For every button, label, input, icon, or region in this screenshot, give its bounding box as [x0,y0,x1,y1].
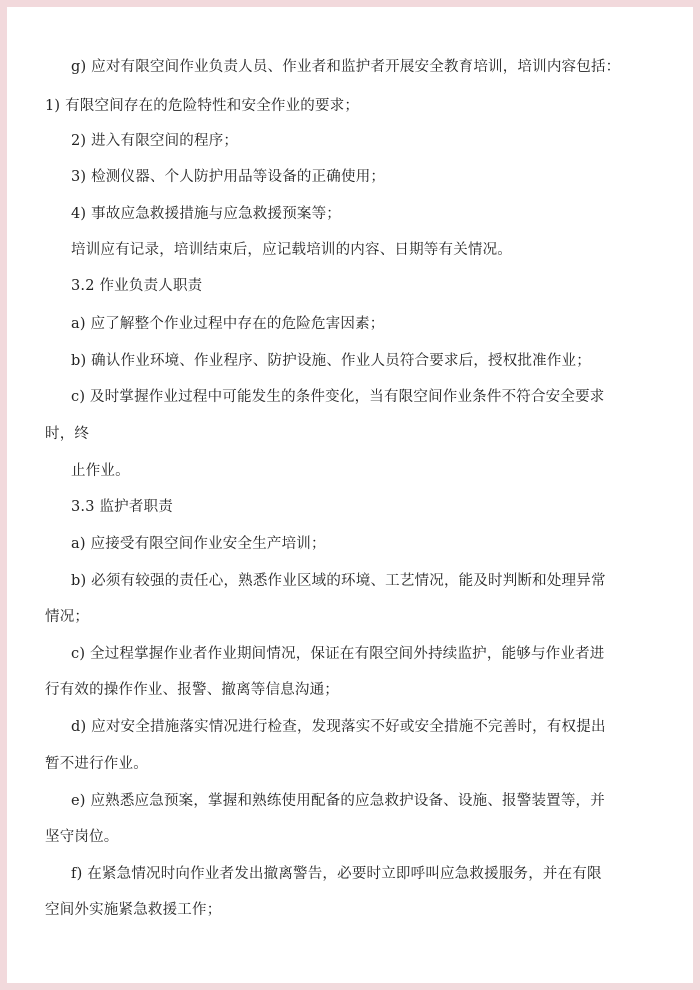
paragraph-line: 坚守岗位。 [45,829,119,845]
paragraph-line: b) 必须有较强的责任心，熟悉作业区域的环境、工艺情况，能及时判断和处理异常 [71,573,606,589]
section-heading: 3.2 作业负责人职责 [71,278,203,294]
paragraph-line: f) 在紧急情况时向作业者发出撤离警告，必要时立即呼叫应急救援服务，并在有限 [71,866,602,882]
paragraph-line: 行有效的操作作业、报警、撤离等信息沟通； [45,682,339,698]
paragraph-line: 暂不进行作业。 [45,756,148,772]
paragraph-line: 1) 有限空间存在的危险特性和安全作业的要求； [45,98,360,114]
paragraph-line: a) 应接受有限空间作业安全生产培训； [71,536,326,552]
paragraph-line: 时，终 [45,426,90,442]
paragraph-line: 2) 进入有限空间的程序； [71,133,239,149]
paragraph-line: 3) 检测仪器、个人防护用品等设备的正确使用； [71,169,386,185]
paragraph-line: b) 确认作业环境、作业程序、防护设施、作业人员符合要求后，授权批准作业； [71,353,591,369]
section-heading: 3.3 监护者职责 [71,499,173,515]
paragraph-line: 空间外实施紧急救援工作； [45,902,222,918]
paragraph-line: c) 及时掌握作业过程中可能发生的条件变化，当有限空间作业条件不符合安全要求 [71,389,605,405]
paragraph-line: d) 应对安全措施落实情况进行检查，发现落实不好或安全措施不完善时，有权提出 [71,719,606,735]
paragraph-line: 止作业。 [71,463,130,479]
paragraph-line: 4) 事故应急救援措施与应急救援预案等； [71,206,341,222]
paragraph-line: c) 全过程掌握作业者作业期间情况，保证在有限空间外持续监护，能够与作业者进 [71,646,605,662]
paragraph-line: a) 应了解整个作业过程中存在的危险危害因素； [71,316,385,332]
paragraph-line: 培训应有记录，培训结束后，应记载培训的内容、日期等有关情况。 [71,242,512,258]
paragraph-line: 情况； [45,609,90,625]
paragraph-line: g) 应对有限空间作业负责人员、作业者和监护者开展安全教育培训，培训内容包括： [71,59,621,75]
paragraph-line: e) 应熟悉应急预案，掌握和熟练使用配备的应急救护设备、设施、报警装置等，并 [71,793,605,809]
